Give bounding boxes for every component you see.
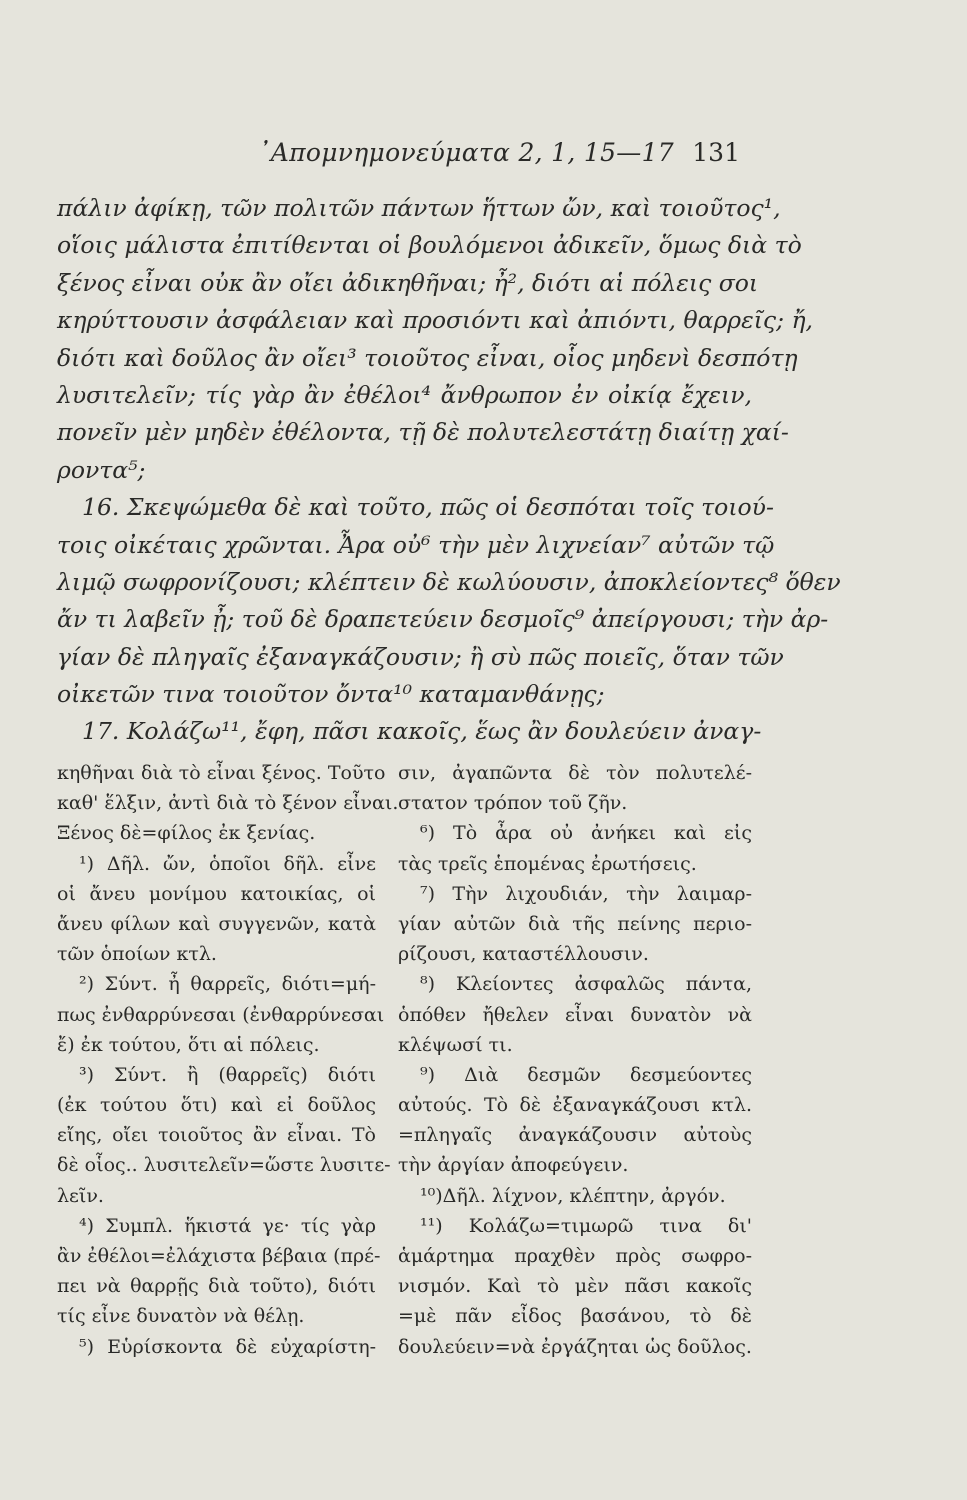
footnote-line: τῶν ὁποίων κτλ. <box>57 943 217 966</box>
footnote-line: πως ἐνθαρρύνεσαι (ἐνθαρρύνεσαι <box>57 1003 385 1026</box>
footnote-line: ¹¹) Κολάζω=τιμωρῶ τινα δι' <box>420 1214 752 1237</box>
main-text-line: διότι καὶ δοῦλος ἂν οἴει³ τοιοῦτος εἶναι, οἷος μηδενὶ δεσπότῃ <box>57 343 798 372</box>
footnote-line: τὰς τρεῖς ἑπομένας ἐρωτήσεις. <box>398 852 697 875</box>
main-text-line: ροντα⁵; <box>57 455 146 484</box>
footnote-line: αὐτούς. Τὸ δὲ ἐξαναγκάζουσι κτλ. <box>398 1094 752 1117</box>
footnote-line: δουλεύειν=νὰ ἐργάζηται ὡς δοῦλος. <box>398 1335 752 1358</box>
main-text-line: γίαν δὲ πληγαῖς ἐξαναγκάζουσιν; ἢ σὺ πῶς ποιεῖς, ὅταν τῶν <box>57 642 784 671</box>
footnote-line: κλέψωσί τι. <box>398 1033 513 1056</box>
main-text-line: τοις οἰκέταις χρῶνται. Ἆρα οὐ⁶ τὴν μὲν λιχνείαν⁷ αὐτῶν τῷ <box>57 530 775 559</box>
footnote-line: ¹⁰)Δῆλ. λίχνον, κλέπτην, ἀργόν. <box>420 1184 726 1207</box>
footnote-line: ἁμάρτημα πραχθὲν πρὸς σωφρο- <box>398 1245 752 1267</box>
footnote-line: ⁶) Τὸ ἆρα οὐ ἀνήκει καὶ εἰς <box>420 822 752 845</box>
page-header <box>0 138 967 178</box>
footnote-line: οἱ ἄνευ μονίμου κατοικίας, οἱ <box>57 882 376 905</box>
main-text-line: λυσιτελεῖν; τίς γὰρ ἂν ἐθέλοι⁴ ἄνθρωπον ἐν οἰκίᾳ ἔχειν, <box>57 380 752 409</box>
running-title: ᾿Απομνημονεύματα 2, 1, 15—17 <box>258 138 674 167</box>
main-text-line: ξένος εἶναι οὐκ ἂν οἴει ἀδικηθῆναι; ἦ², διότι αἱ πόλεις σοι <box>57 268 759 297</box>
footnotes-right-column <box>398 758 752 1362</box>
footnote-line: =μὲ πᾶν εἶδος βασάνου, τὸ δὲ <box>398 1305 752 1328</box>
main-text-line: πάλιν ἀφίκῃ, τῶν πολιτῶν πάντων ἥττων ὤν, καὶ τοιοῦτος¹, <box>57 194 781 222</box>
page-number: 131 <box>692 138 740 167</box>
footnote-line: στατον τρόπον τοῦ ζῆν. <box>398 792 628 815</box>
footnote-line: καθ' ἕλξιν, ἀντὶ διὰ τὸ ξένον εἶναι. <box>57 792 399 815</box>
main-text-block <box>57 190 841 751</box>
footnote-line: ὁπόθεν ἤθελεν εἶναι δυνατὸν νὰ <box>398 1003 752 1026</box>
footnote-line: ἂν ἐθέλοι=ἐλάχιστα βέβαια (πρέ- <box>57 1245 381 1267</box>
main-text-line: 16. Σκεψώμεθα δὲ καὶ τοῦτο, πῶς οἱ δεσπόται τοῖς τοιού- <box>82 493 774 522</box>
footnote-line: ἔ) ἐκ τούτου, ὅτι αἱ πόλεις. <box>57 1033 320 1056</box>
footnote-line: =πληγαῖς ἀναγκάζουσιν αὐτοὺς <box>398 1124 752 1147</box>
footnote-line: δὲ οἷος.. λυσιτελεῖν=ὥστε λυσιτε- <box>57 1154 391 1177</box>
footnote-line: σιν, ἀγαπῶντα δὲ τὸν πολυτελέ- <box>398 762 752 784</box>
footnote-line: Ξένος δὲ=φίλος ἐκ ξενίας. <box>57 822 316 845</box>
footnote-line: γίαν αὐτῶν διὰ τῆς πείνης περιο- <box>398 912 752 935</box>
footnote-line: ⁸) Κλείοντες ἀσφαλῶς πάντα, <box>420 973 752 996</box>
footnote-line: τὴν ἀργίαν ἀποφεύγειν. <box>398 1154 629 1177</box>
footnotes-left-column <box>57 758 399 1362</box>
footnote-line: ¹) Δῆλ. ὤν, ὁποῖοι δῆλ. εἶνε <box>79 852 376 875</box>
main-text-line: 17. Κολάζω¹¹, ἔφη, πᾶσι κακοῖς, ἕως ἂν δουλεύειν ἀναγ- <box>82 717 762 746</box>
main-text-line: ἄν τι λαβεῖν ᾖ; τοῦ δὲ δραπετεύειν δεσμοῖς⁹ ἀπείργουσι; τὴν ἀρ- <box>57 605 829 634</box>
main-text-line: κηρύττουσιν ἀσφάλειαν καὶ προσιόντι καὶ ἀπιόντι, θαρρεῖς; ἤ, <box>57 306 814 335</box>
footnote-line: (ἐκ τούτου ὅτι) καὶ εἰ δοῦλος <box>57 1094 376 1117</box>
footnote-line: ἄνευ φίλων καὶ συγγενῶν, κατὰ <box>57 912 376 935</box>
footnote-line: εἴης, οἴει τοιοῦτος ἂν εἶναι. Τὸ <box>57 1124 376 1147</box>
footnote-line: ⁵) Εὑρίσκοντα δὲ εὐχαρίστη- <box>79 1335 376 1358</box>
footnote-line: ⁷) Τὴν λιχουδιάν, τὴν λαιμαρ- <box>420 882 752 905</box>
footnote-line: ³) Σύντ. ἢ (θαρρεῖς) διότι <box>79 1063 376 1086</box>
footnote-line: ρίζουσι, καταστέλλουσιν. <box>398 943 649 966</box>
footnote-line: πει νὰ θαρρῇς διὰ τοῦτο), διότι <box>57 1275 376 1298</box>
main-text-line: λιμῷ σωφρονίζουσι; κλέπτειν δὲ κωλύουσιν, ἀποκλείοντες⁸ ὅθεν <box>57 567 841 596</box>
footnote-line: νισμόν. Καὶ τὸ μὲν πᾶσι κακοῖς <box>398 1275 752 1298</box>
footnote-line: τίς εἶνε δυνατὸν νὰ θέλῃ. <box>57 1305 305 1328</box>
main-text-line: οἵοις μάλιστα ἐπιτίθενται οἱ βουλόμενοι ἀδικεῖν, ὅμως διὰ τὸ <box>57 231 802 260</box>
main-text-line: πονεῖν μὲν μηδὲν ἐθέλοντα, τῇ δὲ πολυτελεστάτῃ διαίτῃ χαί- <box>57 418 789 447</box>
main-text-line: οἰκετῶν τινα τοιοῦτον ὄντα¹⁰ καταμανθάνῃς; <box>57 680 605 709</box>
footnote-line: κηθῆναι διὰ τὸ εἶναι ξένος. Τοῦτο <box>57 762 386 784</box>
footnote-line: ²) Σύντ. ἦ θαρρεῖς, διότι=μή- <box>79 973 376 996</box>
footnote-line: ⁹) Διὰ δεσμῶν δεσμεύοντες <box>420 1063 752 1086</box>
footnote-line: λεῖν. <box>57 1184 104 1207</box>
footnote-line: ⁴) Συμπλ. ἥκιστά γε· τίς γὰρ <box>79 1214 376 1237</box>
